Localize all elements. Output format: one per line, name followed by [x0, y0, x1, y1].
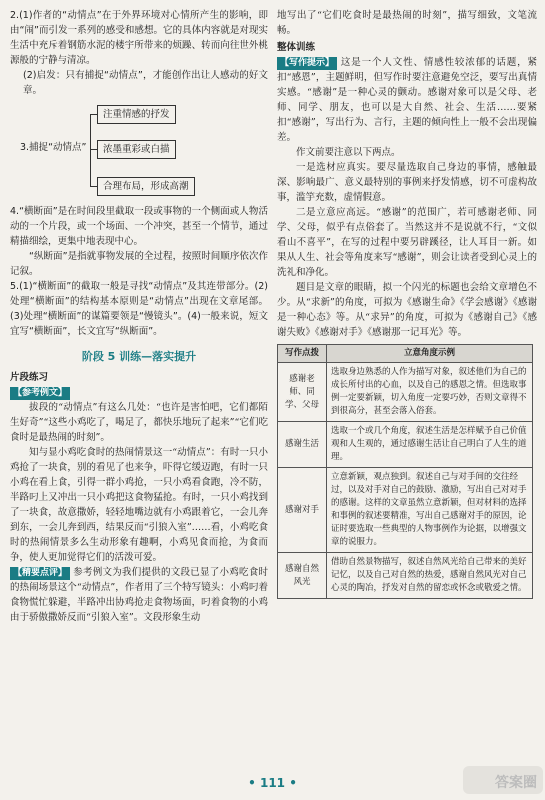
mind-map-branch	[90, 186, 97, 187]
left-column	[10, 8, 268, 625]
table-cell-point: 感谢对手	[278, 468, 327, 553]
table-row	[278, 553, 533, 599]
writing-tips	[277, 55, 537, 145]
table-cell-example: 借助自然景物描写，叙述自然风光给自己带来的美好记忆，以及自己对自然的热爱，感谢自然风光对自己心灵的陶冶，抒发对自然的留恋或怀念或敬爱之情。	[327, 553, 533, 599]
page-number: • 111 •	[248, 776, 297, 790]
mind-map-connector	[90, 114, 91, 186]
angle-table	[277, 344, 533, 599]
mind-map-root: 3.捕捉“动情点”	[20, 142, 87, 153]
table-cell-example: 立意新颖，观点独到。叙述自己与对手间的交往经过，以及对手对自己的鼓励、激励，写出自己对对手的感谢。这样的文章虽然立意新颖，但对材料的选择和事例的叙述要精准，写出自己感谢对手的原因，论证时要选取一些典型的人物事例作为论据，以增强文章的说服力。	[327, 468, 533, 553]
tips-note: 作文前要注意以下两点。	[296, 147, 401, 158]
table-cell-point: 感谢生活	[278, 422, 327, 468]
essay-paragraph: 拔段的“动情点”有这么几处：“也许是害怕吧，它们都陌生好奇”“这些小鸡吃了，喝足了，都快乐地玩了起来”“它们吃食时是最热闹的时刻”。	[10, 402, 268, 443]
review-continuation: 地写出了“它们吃食时是最热闹的时刻”，描写细致，文笔流畅。	[277, 10, 537, 36]
answer-2-2: (2)启发：只有捕捉“动情点”，才能创作出让人感动的好文章。	[23, 70, 268, 96]
mind-map-branch	[90, 149, 97, 150]
overall-heading: 整体训练	[277, 42, 316, 53]
answer-4: 4.“横断面”是在时间段里截取一段或事物的一个侧面或人物活动的一个片段，或一个场面、一个冲突，甚至一个情节，通过精描细绘，更集中地表现中心。	[10, 206, 268, 247]
table-cell-point: 感谢老师、同学、父母	[278, 363, 327, 422]
table-cell-example: 选取身边熟悉的人作为描写对象，叙述他们为自己的成长所付出的心血，以及自己的感恩之情。但选取事例一定要新颖，切入角度一定要巧妙，否则文章得不到很高分，甚至会落入俗套。	[327, 363, 533, 422]
mind-map-branch	[90, 114, 97, 115]
table-cell-point: 感谢自然风光	[278, 553, 327, 599]
tips-tag: 【写作提示】	[277, 57, 337, 70]
answer-5: 5.(1)“横断面”的截取一般是寻找“动情点”及其连带部分。(2)处理“横断面”的结构基本原则是“动情点”出现在文章尾部。(3)处理“横断面”的谋篇要领是“慢镜头”。(4)一般来说，短文宜写“横断面”，长文宜写“纵断面”。	[10, 281, 268, 337]
table-cell-example: 选取一个或几个角度，叙述生活是怎样赋予自己价值观和人生观的，通过感谢生活让自己明白了人生的道理。	[327, 422, 533, 468]
table-row	[278, 363, 533, 422]
mind-map-item: 浓墨重彩或白描	[97, 140, 176, 159]
stage-heading: 阶段 5 训练—落实提升	[81, 350, 197, 363]
segment-heading: 片段练习	[10, 372, 49, 383]
tips-point-2: 二是立意应高远。“感谢”的范围广，若可感谢老师、同学、父母，似乎有点俗套了。当然这并不是说就不行，“文似看山不喜平”，在写的过程中要另辟蹊径，让人耳目一新。如果从人生、社会等角度来写“感谢”，则会让读者受到心灵上的洗礼和净化。	[277, 207, 537, 278]
answer-4-b: “纵断面”是指就事物发展的全过程，按照时间顺序依次作记叙。	[10, 251, 268, 277]
table-header: 立意角度示例	[327, 345, 533, 363]
table-header-row	[278, 345, 533, 363]
watermark-text: 答案圈	[495, 775, 537, 791]
right-column	[277, 8, 537, 599]
table-header: 写作点拨	[278, 345, 327, 363]
review-paragraph	[10, 565, 268, 625]
tips-text: 这是一个人文性、情感性较浓郁的话题，紧扣“感恩”，主题鲜明，但写作时要注意避免空泛，要写出真情实感。“感谢”是一种心灵的颤动。感谢对象可以是父母、老师、同学、朋友，也可以是大自然、社会、生活……要紧扣“感谢”，写出行为、言行，主题的倾向性上一般不会出现偏差。	[277, 57, 537, 143]
essay-paragraph: 知与显小鸡吃食时的热闹情景这一“动情点”：有时一只小鸡抢了一块食，别的看见了也来争，吓得它缓迈跑，有时一只小鸡在看上食，引得一群小鸡抢，一只小鸡看食跑，冷不防，半路叼上又冲出一只小鸡把这食物猛抢。有时，一只小鸡找到了一块食，故意撒娇，轻轻地嘴边就有小鸡跟着它，一会儿奔到东，一会儿奔到西，结果反而“引狼入室”……看，小鸡吃食时的热闹情景多么生动形象有趣啊，小鸡见食而抢，为食而争，使人更加觉得它们的活泼可爱。	[10, 447, 268, 563]
reference-tag: 【参考例文】	[10, 387, 70, 400]
ref-tag-row	[10, 385, 268, 400]
review-text: 参考例文为我们提供的文段已显了小鸡吃食时的热闹场景这个“动情点”，作者用了三个特写镜头：小鸡叼着食物慌忙躲避，半路冲出协鸡抢走食物场面，叼着食物的小鸡由于骄傲撒娇反而“引狼入室”。文段形象生动	[10, 567, 268, 623]
table-row	[278, 422, 533, 468]
mind-map-item: 合理布局，形成高潮	[97, 177, 195, 196]
review-tag: 【精要点评】	[10, 567, 70, 580]
answer-2-1: 2.(1)作者的“动情点”在于外界环境对心情所产生的影响，即由“闹”而引发一系列的感受和感想。它的具体内容就是对现实生活中充斥着钢筋水泥的楼宇所带来的烦躁、转而向往世外桃源般的宁静与清凉。	[10, 10, 268, 66]
tips-point-1: 一是选材应真实。要尽量选取自己身边的事情，感触最深、影响最广、意义最特别的事例来抒发情感，切不可虚构故事，滥竽充数，虚情假意。	[277, 162, 537, 203]
tips-point-3: 题目是文章的眼睛，拟一个闪光的标题也会给文章增色不少。从“求新”的角度，可拟为《感谢生命》《学会感谢》《感谢是一种心态》等。从“求异”的角度，可拟为《感谢自己》《感谢失败》《感谢对手》《感谢那一记耳光》等。	[277, 282, 537, 338]
table-row	[278, 468, 533, 553]
mind-map-item: 注重情感的抒发	[97, 105, 176, 124]
mind-map	[10, 102, 268, 198]
